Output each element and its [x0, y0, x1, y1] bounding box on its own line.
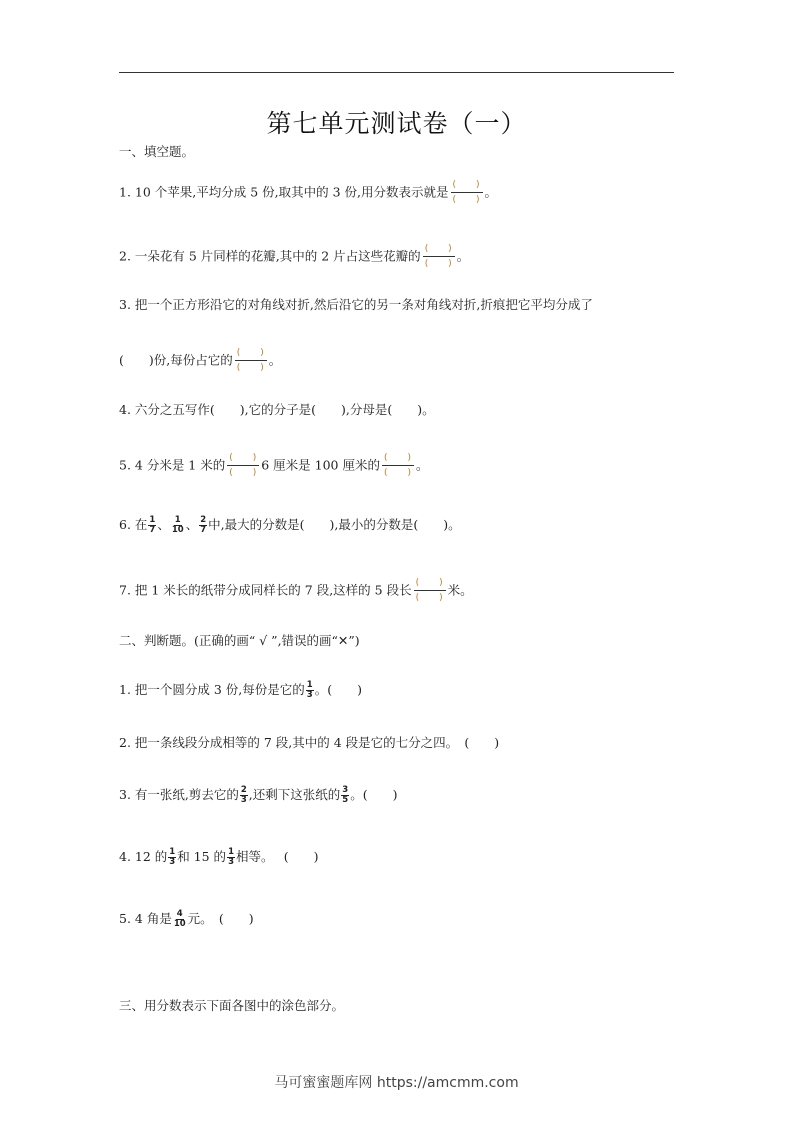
- fraction-1-3: $\frac{1}{3}$: [169, 847, 176, 867]
- judgement-2: 2. 把一条线段分成相等的 7 段,其中的 4 段是它的七分之四。 ( ): [119, 735, 500, 750]
- question-3-continued: ( )份,每份占它的 ( ) ( ) 。: [119, 348, 282, 373]
- question-7: 7. 把 1 米长的纸带分成同样长的 7 段,这样的 5 段长 ( ) ( ) 米。: [119, 578, 473, 603]
- question-2-text: 2. 一朵花有 5 片同样的花瓣,其中的 2 片占这些花瓣的: [119, 248, 421, 264]
- question-6: 6. 在 $\frac{1}{7}$ 、 $\frac{1}{10}$ 、 $\frac{2}{7}$ 中,最大的分数是( ),最小的分数是( )。: [119, 515, 461, 535]
- judgement-1: 1. 把一个圆分成 3 份,每份是它的 $\frac{1}{3}$ 。( ): [119, 680, 362, 700]
- fraction-3-5: $\frac{3}{5}$: [342, 785, 349, 805]
- fraction-1-3: $\frac{1}{3}$: [228, 847, 234, 867]
- judgement-3: 3. 有一张纸,剪去它的 $\frac{2}{3}$ ,还剩下这张纸的 $\frac{3}{5}$ 。( ): [119, 785, 398, 805]
- fraction-4-10: $\frac{4}{10}$: [173, 909, 186, 929]
- fraction-answer-blank[interactable]: ( ) ( ): [422, 244, 456, 270]
- section-fill-blanks-heading: 一、填空题。: [119, 144, 195, 159]
- top-rule: [119, 72, 674, 73]
- question-3: [119, 297, 593, 313]
- fraction-2-7: $\frac{2}{7}$: [200, 515, 207, 535]
- question-2: 2. 一朵花有 5 片同样的花瓣,其中的 2 片占这些花瓣的 ( ) ( ) 。: [119, 244, 470, 269]
- fraction-1-3: $\frac{1}{3}$: [306, 680, 313, 700]
- question-1: 1. 10 个苹果,平均分成 5 份,取其中的 3 份,用分数表示就是 ( ) ( ) 。: [119, 180, 498, 205]
- judgement-5: 5. 4 角是 $\frac{4}{10}$ 元。 ( ): [119, 909, 254, 929]
- fraction-answer-blank[interactable]: ( ) ( ): [413, 578, 447, 604]
- question-5: 5. 4 分米是 1 米的 ( ) ( ) 6 厘米是 100 厘米的 ( ) ( ) 。: [119, 453, 429, 478]
- page-title: 第七单元测试卷（一）: [266, 109, 527, 138]
- question-1-text: 1. 10 个苹果,平均分成 5 份,取其中的 3 份,用分数表示就是: [119, 184, 449, 200]
- fraction-2-3: $\frac{2}{3}$: [240, 785, 247, 805]
- question-4: 4. 六分之五写作( ),它的分子是( ),分母是( )。: [119, 402, 435, 417]
- fraction-1-10: $\frac{1}{10}$: [171, 515, 184, 535]
- section-true-false-heading: 二、判断题。(正确的画“ √ ”,错误的画“✕”): [119, 633, 360, 648]
- section-shaded-fraction-heading: 三、用分数表示下面各图中的涂色部分。: [119, 998, 345, 1013]
- fraction-answer-blank[interactable]: ( ) ( ): [226, 453, 260, 479]
- footer-watermark: 马可蜜蜜题库网 https://amcmm.com: [274, 1075, 519, 1091]
- fraction-1-7: $\frac{1}{7}$: [149, 515, 156, 535]
- judgement-4: 4. 12 的 $\frac{1}{3}$ 和 15 的 $\frac{1}{3}$ 相等。 ( ): [119, 847, 319, 867]
- fraction-answer-blank[interactable]: ( ) ( ): [234, 348, 268, 374]
- question-3-text: 3. 把一个正方形沿它的对角线对折,然后沿它的另一条对角线对折,折痕把它平均分成了: [119, 297, 593, 312]
- fraction-answer-blank[interactable]: ( ) ( ): [381, 453, 415, 479]
- fraction-answer-blank[interactable]: ( ) ( ): [450, 180, 484, 206]
